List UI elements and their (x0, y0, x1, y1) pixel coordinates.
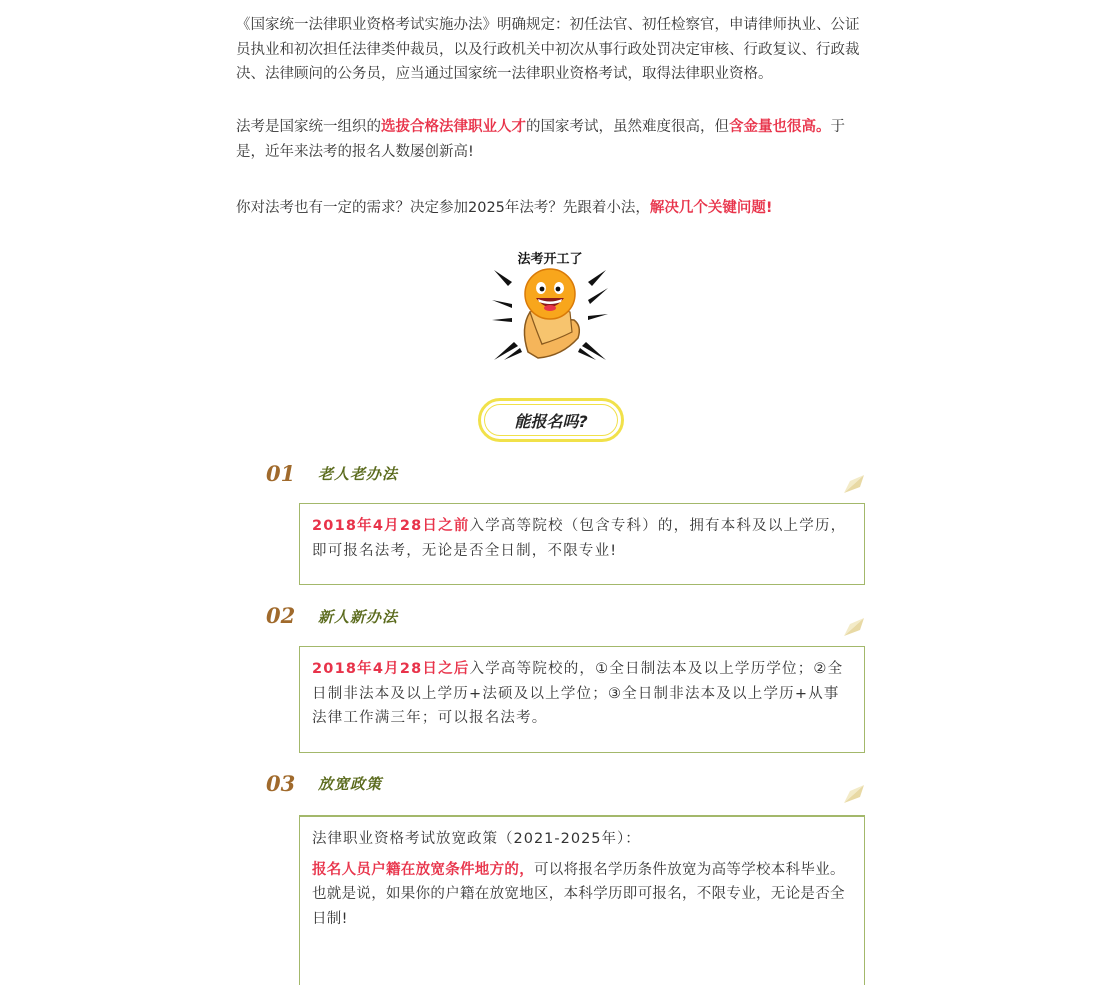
highlight-text: 选拔合格法律职业人才 (381, 119, 526, 135)
policy-heading: 法律职业资格考试放宽政策（2021-2025年）： (312, 831, 641, 847)
intro-paragraph-1: 《国家统一法律职业资格考试实施办法》明确规定：初任法官、初任检察官，申请律师执业、公证员执业和初次担任法律类仲裁员，以及行政机关中初次从事行政处罚决定审核、行政复议、行政裁决、法律顾问的公务员，应当通过国家统一法律职业资格考试，取得法律职业资格。 (236, 17, 860, 82)
item-number: 01 (266, 461, 296, 486)
intro-paragraph-3 (236, 196, 865, 221)
pen-nib-icon (840, 612, 866, 638)
item-title: 老人老办法 (318, 465, 399, 483)
intro-text: 于是，近年来法考的报名人数屡创新高! (236, 119, 845, 160)
pen-nib-icon (840, 779, 866, 805)
item-content-box (299, 503, 865, 585)
highlight-text: 含金量也很高。 (729, 119, 831, 135)
emoji-flexing-icon (490, 248, 610, 364)
item-text: 入学高等院校的，①全日制法本及以上学历学位；②全日制非法本及以上学历+法硕及以上学位；③全日制非法本及以上学历+从事法律工作满三年；可以报名法考。 (312, 661, 844, 726)
item-title: 新人新办法 (318, 608, 399, 626)
item-content-box (299, 646, 865, 753)
section-title: 能报名吗? (514, 411, 588, 431)
date-highlight: 2018年4月28日之前 (312, 518, 470, 534)
pen-nib-icon (840, 469, 866, 495)
item-text: 入学高等院校（包含专科）的，拥有本科及以上学历，即可报名法考，无论是否全日制，不限专业! (312, 518, 847, 559)
intro-text: 的国家考试，虽然难度很高，但 (526, 119, 729, 135)
item-number: 02 (266, 603, 296, 628)
section-title-badge (478, 398, 624, 442)
sticker-caption: 法考开工了 (517, 252, 583, 267)
policy-highlight: 报名人员户籍在放宽条件地方的， (312, 861, 534, 878)
item-title: 放宽政策 (318, 775, 383, 793)
item-text: 可以将报名学历条件放宽为高等学校本科毕业。也就是说，如果你的户籍在放宽地区，本科学历即可报名，不限专业，无论是否全日制! (312, 861, 845, 927)
intro-paragraph-2 (236, 115, 865, 164)
intro-text: 你对法考也有一定的需求？决定参加2025年法考？先跟着小法， (236, 200, 650, 216)
item-content-box (299, 815, 865, 985)
intro-text: 法考是国家统一组织的 (236, 119, 381, 135)
item-number: 03 (266, 771, 296, 796)
date-highlight: 2018年4月28日之后 (312, 661, 470, 677)
highlight-text: 解决几个关键问题! (649, 200, 773, 216)
